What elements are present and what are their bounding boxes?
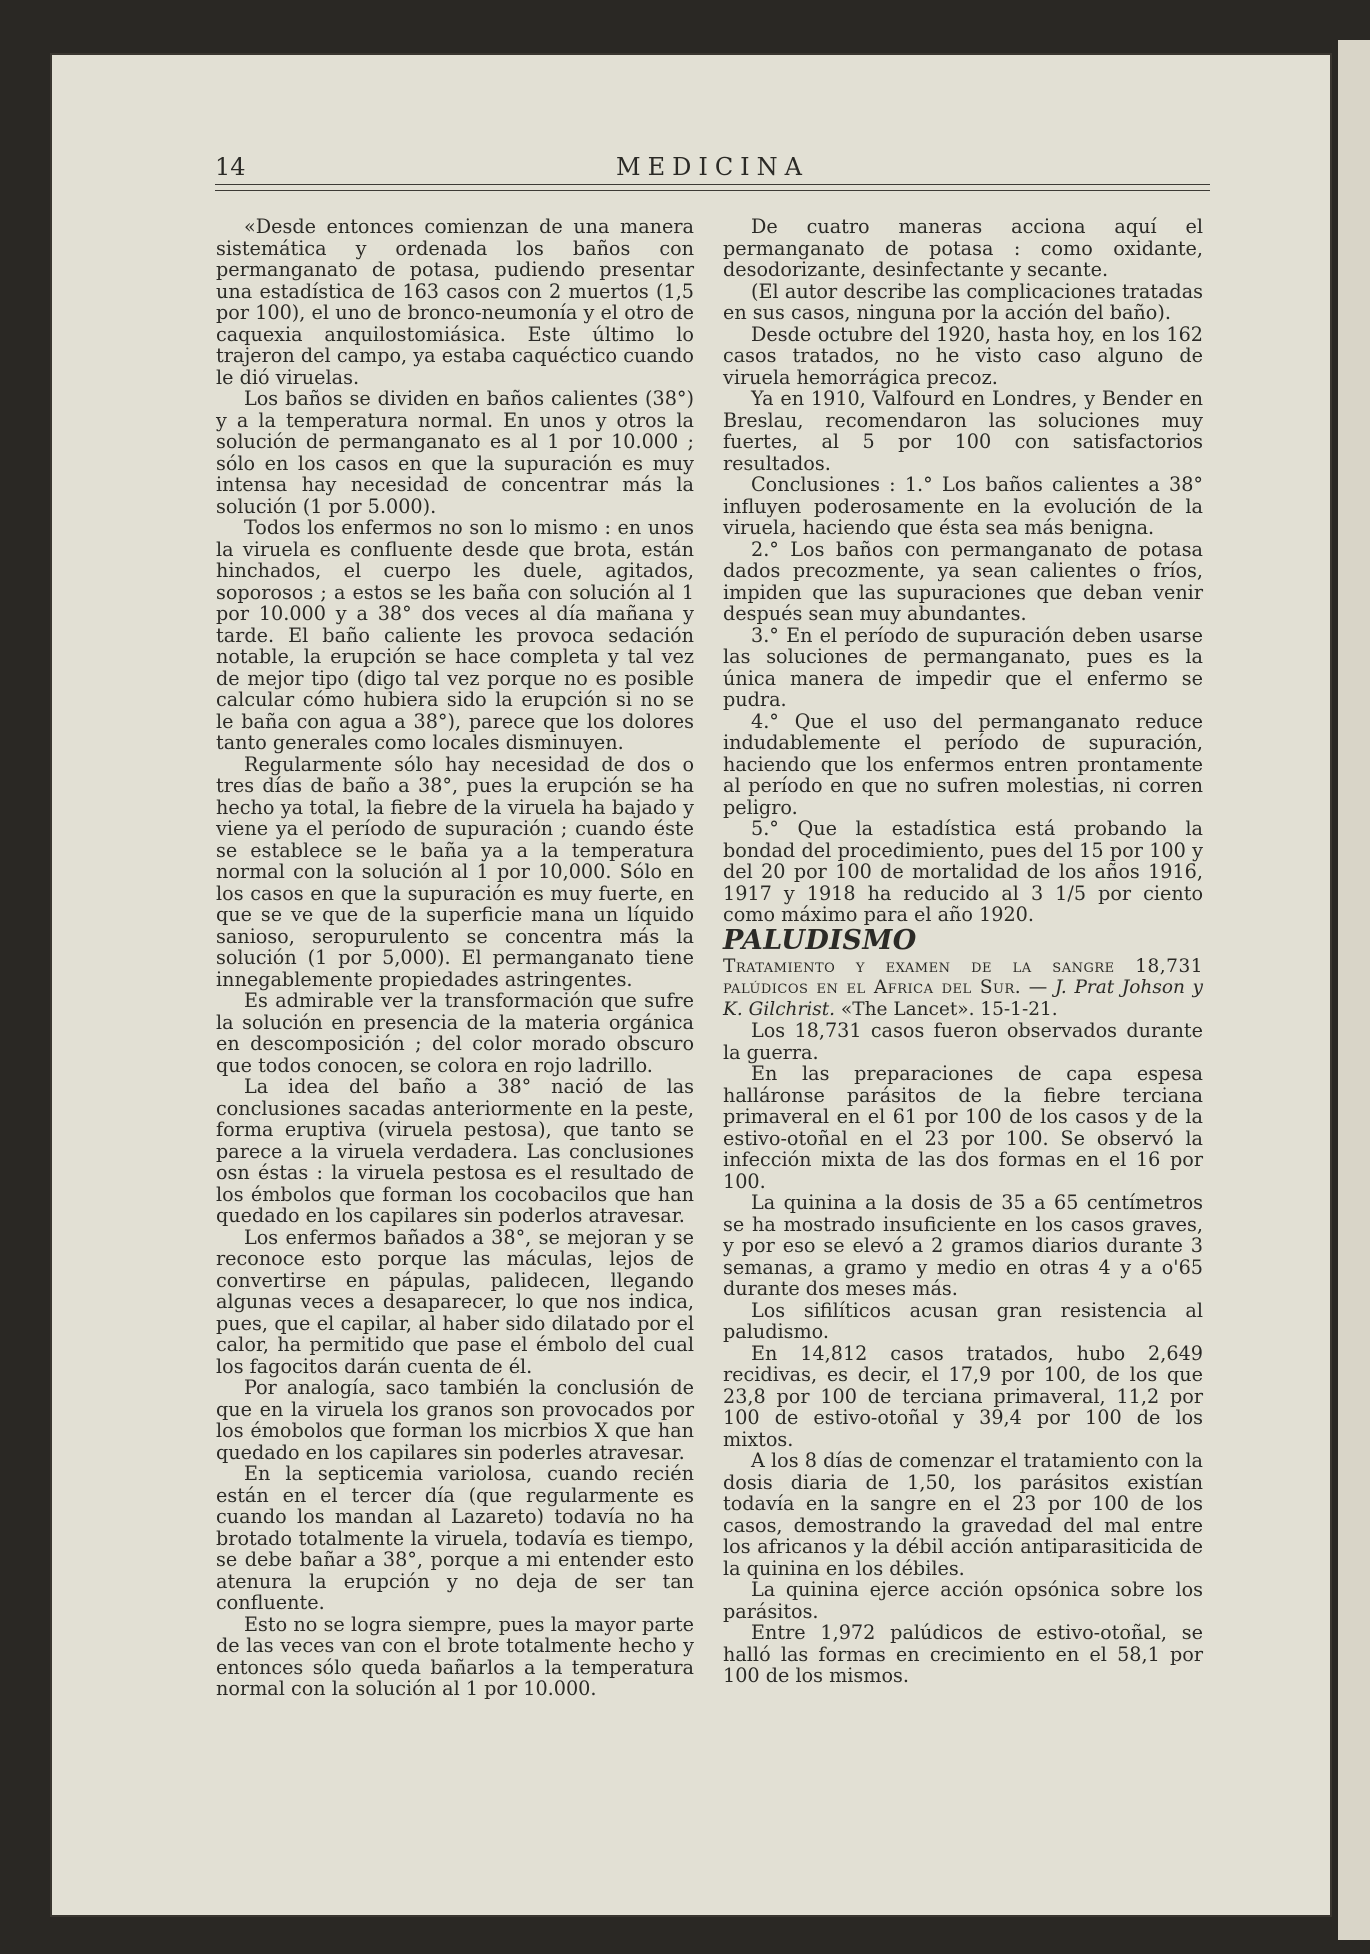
citation-title: Tratamiento y examen de la sangre 18,731 palúdicos en el Africa del Sur. [723, 955, 1203, 998]
paragraph: La quinina a la dosis de 35 a 65 centímetros se ha mostrado insuficiente en los casos graves, y por eso se elevó a 2 gramos diarios durante 3 semanas, a gramo y medio en otras 4 y a o'65 durante dos meses más. [723, 1191, 1203, 1300]
paragraph: Conclusiones : 1.° Los baños calientes a 38° influyen poderosamente en la evolución de la viruela, haciendo que ésta sea más benigna. [723, 473, 1203, 539]
left-column [216, 216, 694, 1700]
header-rule-bottom [215, 190, 1210, 191]
paragraph: En 14,812 casos tratados, hubo 2,649 recidivas, es decir, el 17,9 por 100, de los que 23,8 por 100 de terciana primaveral, 11,2 por 100 de estivo-otoñal y 39,4 por 100 de los mixtos. [723, 1341, 1203, 1451]
paragraph: Todos los enfermos no son lo mismo : en unos la viruela es confluente desde que brota, están hinchados, el cuerpo les duele, agitados, soporosos ; a estos se les baña con solución al 1 por 10.000 y a 38° dos veces al día mañana y tarde. El baño caliente les provoca sedación notable, la erupción se hace completa y tal vez de mejor tipo (digo tal vez porque no es posible calcular cómo hubiera sido la erupción si no se le baña con agua a 38°), parece que los dolores tanto generales como locales disminuyen. [216, 516, 694, 754]
right-column [723, 216, 1203, 1687]
paragraph: Por analogía, saco también la conclusión de que en la viruela los granos son provocados por los émobolos que forman los micrbios X que han quedado en los capilares sin poderles atravesar. [216, 1376, 694, 1464]
header-rule-top [215, 184, 1210, 185]
paragraph: A los 8 días de comenzar el tratamiento con la dosis diaria de 1,50, los parásitos existían todavía en la sangre en el 23 por 100 de los casos, demostrando la gravedad del mal entre los africanos y la débil acción antiparasiticida de la quinina en los débiles. [723, 1449, 1203, 1580]
paragraph: La quinina ejerce acción opsónica sobre los parásitos. [723, 1578, 1203, 1623]
paragraph: En la septicemia variolosa, cuando recién están en el tercer día (que regularmente es cuando los mandan al Lazareto) todavía no ha brotado totalmente la viruela, todavía es tiempo, se debe bañar a 38°, porque a mi entender esto atenura la erupción y no deja de ser tan confluente. [216, 1462, 694, 1614]
paragraph: Ya en 1910, Valfourd en Londres, y Bender en Breslau, recomendaron las soluciones muy fuertes, al 5 por 100 con satisfactorios resultados. [723, 387, 1203, 475]
paragraph: Los sifilíticos acusan gran resistencia al paludismo. [723, 1298, 1203, 1343]
paragraph: 4.° Que el uso del permanganato reduce indudablemente el período de supuración, haciendo que los enfermos entren prontamente al período en que no sufren molestias, ni corren peligro. [723, 709, 1203, 819]
citation [723, 956, 1203, 1021]
paragraph: Desde octubre del 1920, hasta hoy, en los 162 casos tratados, no he visto caso alguno de viruela hemorrágica precoz. [723, 322, 1203, 389]
page-header [215, 153, 1210, 183]
section-title: PALUDISMO [723, 924, 917, 956]
paragraph: 2.° Los baños con permanganato de potasa dados precozmente, ya sean calientes o fríos, impiden que las supuraciones que deban venir después sean muy abundantes. [723, 537, 1203, 625]
citation-source: «The Lancet». 15-1-21. [835, 998, 1058, 1020]
adjacent-page-edge [1338, 40, 1370, 1940]
paragraph: Los enfermos bañados a 38°, se mejoran y se reconoce esto porque las máculas, lejos de convertirse en pápulas, palidecen, llegando algunas veces a desaparecer, lo que nos indica, pues, que el capilar, al haber sido dilatado por el calor, ha permitido que pase el émbolo del cual los fagocitos darán cuenta de él. [216, 1225, 694, 1378]
paragraph: Regularmente sólo hay necesidad de dos o tres días de baño a 38°, pues la erupción se ha hecho ya total, la fiebre de la viruela ha bajado y viene ya el período de supuración ; cuando éste se establece se le baña ya a la temperatura normal con la solución al 1 por 10,000. Sólo en los casos en que la supuración es muy fuerte, en que se ve que de la superficie mana un líquido sanioso, seropurulento se concentra más la solución (1 por 5,000). El permanganato tiene innegablemente propiedades astringentes. [216, 752, 694, 991]
running-title: MEDICINA [616, 153, 809, 181]
citation-authors: J. Prat Johson y K. Gilchrist. [723, 977, 1203, 1020]
paragraph: Los baños se dividen en baños calientes (38°) y a la temperatura normal. En unos y otros la solución de permanganato es al 1 por 10.000 ; sólo en los casos en que la supuración es muy intensa hay necesidad de concentrar más la solución (1 por 5.000). [216, 387, 694, 518]
paragraph: 5.° Que la estadística está probando la bondad del procedimiento, pues del 15 por 100 y del 20 por 100 de mortalidad de los años 1916, 1917 y 1918 ha reducido al 3 1/5 por ciento como máximo para el año 1920. [723, 817, 1203, 926]
paragraph: Los 18,731 casos fueron observados durante la guerra. [723, 1019, 1203, 1064]
citation-dash: — [1021, 977, 1055, 998]
paragraph: «Desde entonces comienzan de una manera sistemática y ordenada los baños con permanganato de potasa, pudiendo presentar una estadística de 163 casos con 2 muertos (1,5 por 100), el uno de bronco-neumonía y el otro de caquexia anquilostomiásica. Este último lo trajeron del campo, ya estaba caquéctico cuando le dió viruelas. [216, 215, 694, 389]
paragraph: Entre 1,972 palúdicos de estivo-otoñal, se halló las formas en crecimiento en el 58,1 por 100 de los mismos. [723, 1621, 1203, 1687]
paragraph: (El autor describe las complicaciones tratadas en sus casos, ninguna por la acción del baño). [723, 279, 1203, 324]
paragraph: 3.° En el período de supuración deben usarse las soluciones de permanganato, pues es la única manera de impedir que el enfermo se pudra. [723, 623, 1203, 711]
paragraph: Esto no se logra siempre, pues la mayor parte de las veces van con el brote totalmente hecho y entonces sólo queda bañarlos a la temperatura normal con la solución al 1 por 10.000. [216, 1612, 694, 1700]
paragraph: De cuatro maneras acciona aquí el permanganato de potasa : como oxidante, desodorizante, desinfectante y secante. [723, 215, 1203, 281]
paragraph: En las preparaciones de capa espesa halláronse parásitos de la fiebre terciana primaveral en el 61 por 100 de los casos y de la estivo-otoñal en el 23 por 100. Se observó la infección mixta de las dos formas en el 16 por 100. [723, 1062, 1203, 1193]
paragraph: La idea del baño a 38° nació de las conclusiones sacadas anteriormente en la peste, forma eruptiva (viruela pestosa), que tanto se parece a la viruela verdadera. Las conclusiones osn éstas : la viruela pestosa es el resultado de los émbolos que forman los cocobacilos que han quedado en los capilares sin poderlos atravesar. [216, 1075, 694, 1227]
page-number: 14 [215, 153, 246, 181]
paragraph: Es admirable ver la transformación que sufre la solución en presencia de la materia orgánica en descomposición ; del color morado obscuro que todos conocen, se colora en rojo ladrillo. [216, 989, 694, 1077]
